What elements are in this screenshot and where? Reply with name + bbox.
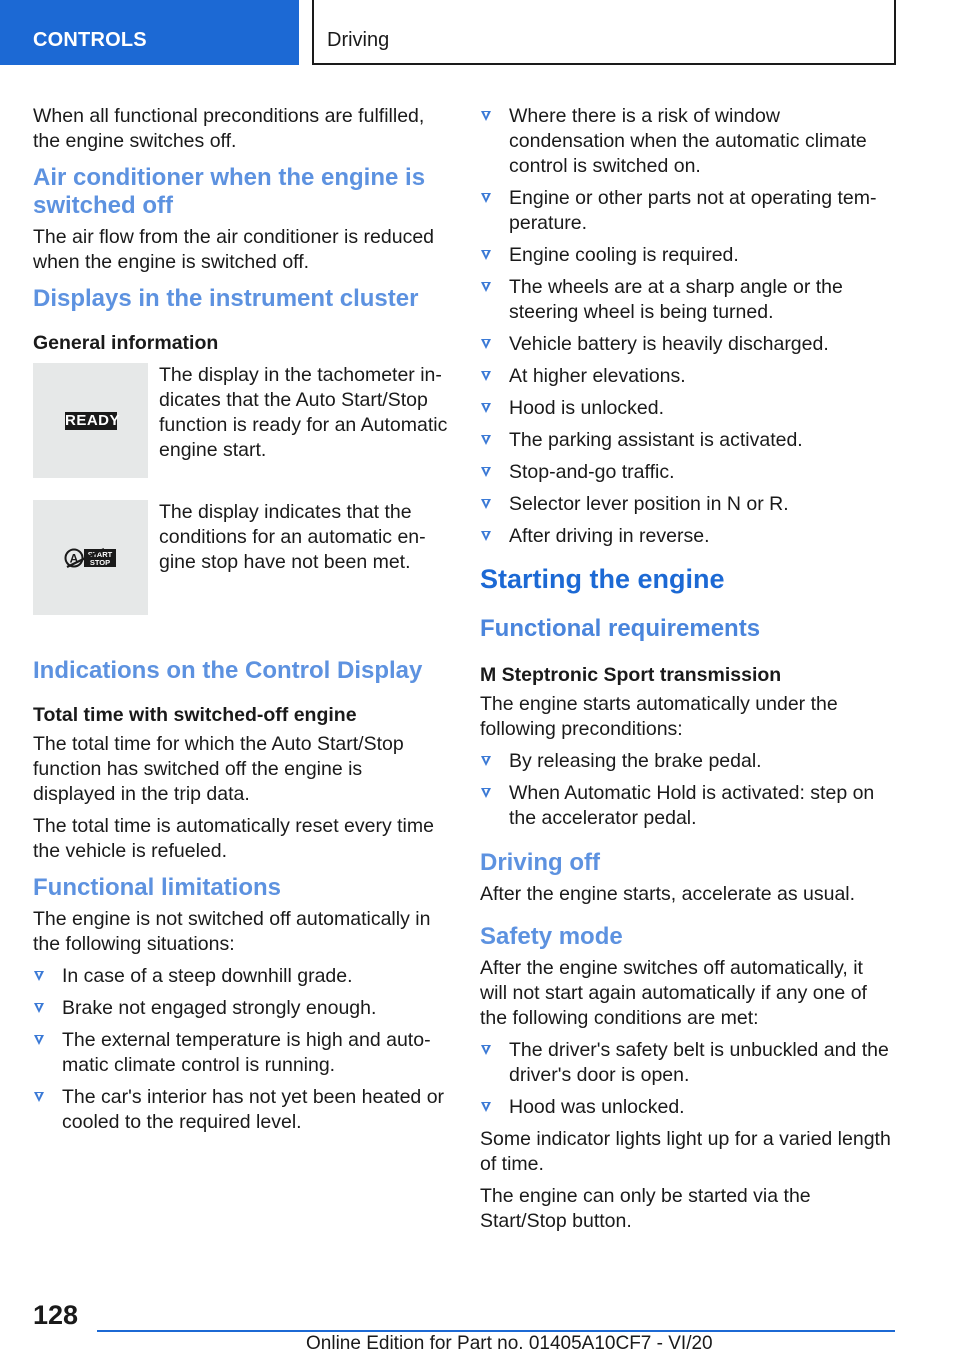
footer-divider	[97, 1330, 895, 1332]
heading-safety-mode: Safety mode	[480, 923, 623, 950]
triangle-bullet-icon	[481, 531, 491, 541]
list-item: Vehicle battery is heavily discharged.	[480, 332, 895, 357]
heading-total-time: Total time with switched-off engine	[33, 704, 357, 726]
list-item: Stop-and-go traffic.	[480, 460, 895, 485]
triangle-bullet-icon	[481, 111, 491, 121]
list-item: At higher elevations.	[480, 364, 895, 389]
safety-paragraph-2: Some indicator lights light up for a varied length of time.	[480, 1128, 891, 1175]
list-item: Engine or other parts not at operating temperature.	[480, 186, 895, 236]
heading-driving-off: Driving off	[480, 849, 600, 876]
heading-general-info: General information	[33, 332, 219, 354]
list-item: The wheels are at a sharp angle or the steering wheel is being turned.	[480, 275, 895, 325]
display-astop-text: The display indicates that the conditions for an automatic engine stop have not been met.	[159, 501, 426, 573]
steptronic-list	[480, 749, 895, 831]
edition-text: Online Edition for Part no. 01405A10CF7 - VI/20	[306, 1333, 713, 1354]
heading-steptronic: M Steptronic Sport transmission	[480, 664, 782, 686]
list-item: Where there is a risk of window condensation when the automatic climate control is switched on.	[480, 104, 895, 179]
display-ready-text: The display in the tachometer indicates that the Auto Start/Stop function is ready for an Automatic engine start.	[159, 364, 448, 461]
triangle-bullet-icon	[481, 250, 491, 260]
steptronic-paragraph: The engine starts automatically under the following preconditions:	[480, 693, 838, 740]
ready-indicator-image	[33, 363, 148, 478]
list-item: Brake not engaged strongly enough.	[33, 996, 448, 1021]
limitations-paragraph: The engine is not switched off automatically in the following situations:	[33, 908, 431, 955]
astop-stop-label: STOP	[89, 558, 111, 567]
section-tab	[0, 0, 299, 65]
heading-indications: Indications on the Control Display	[33, 657, 423, 684]
list-item: By releasing the brake pedal.	[480, 749, 895, 774]
list-item: The external temperature is high and automatic climate control is running.	[33, 1028, 448, 1078]
driving-off-paragraph: After the engine starts, accelerate as usual.	[480, 883, 856, 905]
triangle-bullet-icon	[34, 1035, 44, 1045]
list-item: The driver's safety belt is unbuckled and the driver's door is open.	[480, 1038, 895, 1088]
triangle-bullet-icon	[481, 371, 491, 381]
total-time-paragraph-2: The total time is automatically reset every time the vehicle is refueled.	[33, 815, 434, 862]
astop-letter: A	[69, 551, 79, 566]
display-astop-row	[33, 500, 448, 637]
right-column	[480, 104, 895, 1241]
page-number: 128	[33, 1300, 79, 1330]
list-item: Engine cooling is required.	[480, 243, 895, 268]
safety-list	[480, 1038, 895, 1120]
auto-start-stop-indicator-image	[33, 500, 148, 615]
list-item: Hood is unlocked.	[480, 396, 895, 421]
heading-starting-engine: Starting the engine	[480, 564, 725, 594]
ready-badge: READY	[65, 412, 121, 429]
triangle-bullet-icon	[34, 1003, 44, 1013]
heading-aircon: Air conditioner when the engine is switched off	[33, 164, 426, 219]
triangle-bullet-icon	[481, 467, 491, 477]
list-item: When Automatic Hold is activated: step on the accelerator pedal.	[480, 781, 895, 831]
heading-limitations: Functional limitations	[33, 874, 282, 901]
display-ready-row	[33, 363, 448, 500]
triangle-bullet-icon	[481, 788, 491, 798]
heading-displays: Displays in the instrument cluster	[33, 285, 419, 312]
section-title: CONTROLS	[33, 29, 147, 51]
list-item: Selector lever position in N or R.	[480, 492, 895, 517]
list-item: The car's interior has not yet been heated or cooled to the required level.	[33, 1085, 448, 1135]
limitations-list	[33, 964, 448, 1135]
aircon-paragraph: The air flow from the air conditioner is reduced when the engine is switched off.	[33, 226, 435, 273]
safety-paragraph-3: The engine can only be started via the Start/Stop button.	[480, 1185, 811, 1232]
astop-start-label: START	[87, 550, 113, 559]
triangle-bullet-icon	[481, 1045, 491, 1055]
list-item: In case of a steep downhill grade.	[33, 964, 448, 989]
triangle-bullet-icon	[481, 435, 491, 445]
triangle-bullet-icon	[481, 756, 491, 766]
triangle-bullet-icon	[481, 282, 491, 292]
list-item: Hood was unlocked.	[480, 1095, 895, 1120]
triangle-bullet-icon	[481, 403, 491, 413]
chapter-box	[312, 0, 896, 65]
chapter-title: Driving	[327, 29, 390, 51]
limitations-list-continued	[480, 104, 895, 549]
list-item: The parking assistant is activated.	[480, 428, 895, 453]
total-time-paragraph-1: The total time for which the Auto Start/Stop function has switched off the engine is displayed in the trip data.	[33, 733, 404, 805]
triangle-bullet-icon	[481, 1102, 491, 1112]
triangle-bullet-icon	[481, 499, 491, 509]
intro-paragraph: When all functional preconditions are fulfilled, the engine switches off.	[33, 105, 425, 152]
triangle-bullet-icon	[34, 1092, 44, 1102]
list-item: After driving in reverse.	[480, 524, 895, 549]
left-column	[33, 104, 448, 1142]
auto-start-stop-icon	[64, 547, 118, 569]
heading-functional-requirements: Functional requirements	[480, 615, 761, 642]
triangle-bullet-icon	[34, 971, 44, 981]
triangle-bullet-icon	[481, 339, 491, 349]
triangle-bullet-icon	[481, 193, 491, 203]
safety-paragraph: After the engine switches off automatically, it will not start again automatically if any one of the following conditions are met:	[480, 957, 867, 1029]
